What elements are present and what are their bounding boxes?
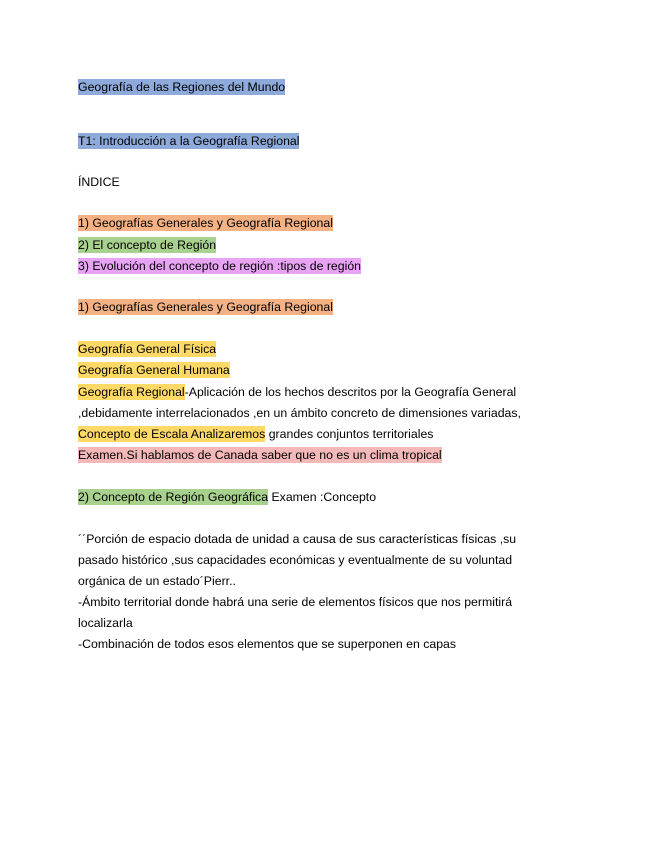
regional-text: -Aplicación de los hechos descritos por la Geografía General (184, 385, 517, 399)
item-fisica-line (78, 341, 216, 358)
index-item-3-line (78, 258, 361, 275)
regional-line (78, 384, 516, 401)
item-fisica: Geografía General Física (78, 342, 217, 356)
regional-text-cont: ,debidamente interrelacionados ,en un ámbito concreto de dimensiones variadas, (78, 406, 521, 420)
doc-title: Geografía de las Regiones del Mundo (78, 80, 286, 94)
index-item-2: 2) El concepto de Región (78, 238, 217, 252)
paragraph-line: -Ámbito territorial donde habrá una serie de elementos físicos que nos permitirá (78, 595, 513, 609)
item-humana-line (78, 362, 230, 379)
escala-text: grandes conjuntos territoriales (265, 427, 434, 441)
topic-line (78, 133, 299, 150)
index-heading: ÍNDICE (78, 175, 120, 189)
section1-heading: 1) Geografías Generales y Geografía Regional (78, 300, 333, 314)
escala-label: Concepto de Escala Analizaremos (78, 427, 266, 441)
item-humana: Geografía General Humana (78, 363, 230, 377)
index-item-1: 1) Geografías Generales y Geografía Regional (78, 216, 333, 230)
section1-heading-line (78, 299, 333, 316)
doc-title-line (78, 79, 285, 96)
topic-heading: T1: Introducción a la Geografía Regional (78, 134, 300, 148)
paragraph-line: -Combinación de todos esos elementos que se superponen en capas (78, 637, 457, 651)
paragraph-line: pasado histórico ,sus capacidades económicas y eventualmente de su voluntad (78, 553, 513, 567)
index-item-3: 3) Evolución del concepto de región :tipos de región (78, 259, 362, 273)
paragraph-line: orgánica de un estado´Pierr.. (78, 574, 236, 588)
index-item-2-line (78, 237, 216, 254)
escala-line (78, 426, 433, 443)
paragraph-line: localizarla (78, 616, 133, 630)
section2-heading-note: Examen :Concepto (268, 490, 377, 504)
section2-heading: 2) Concepto de Región Geográfica (78, 490, 269, 504)
index-item-1-line (78, 215, 333, 232)
section2-heading-line (78, 489, 376, 506)
examen-note-line (78, 447, 442, 464)
regional-label: Geografía Regional (78, 385, 185, 399)
examen-note: Examen.Si hablamos de Canada saber que no es un clima tropical (78, 448, 442, 462)
paragraph-line: ´´Porción de espacio dotada de unidad a causa de sus características físicas ,su (78, 532, 517, 546)
